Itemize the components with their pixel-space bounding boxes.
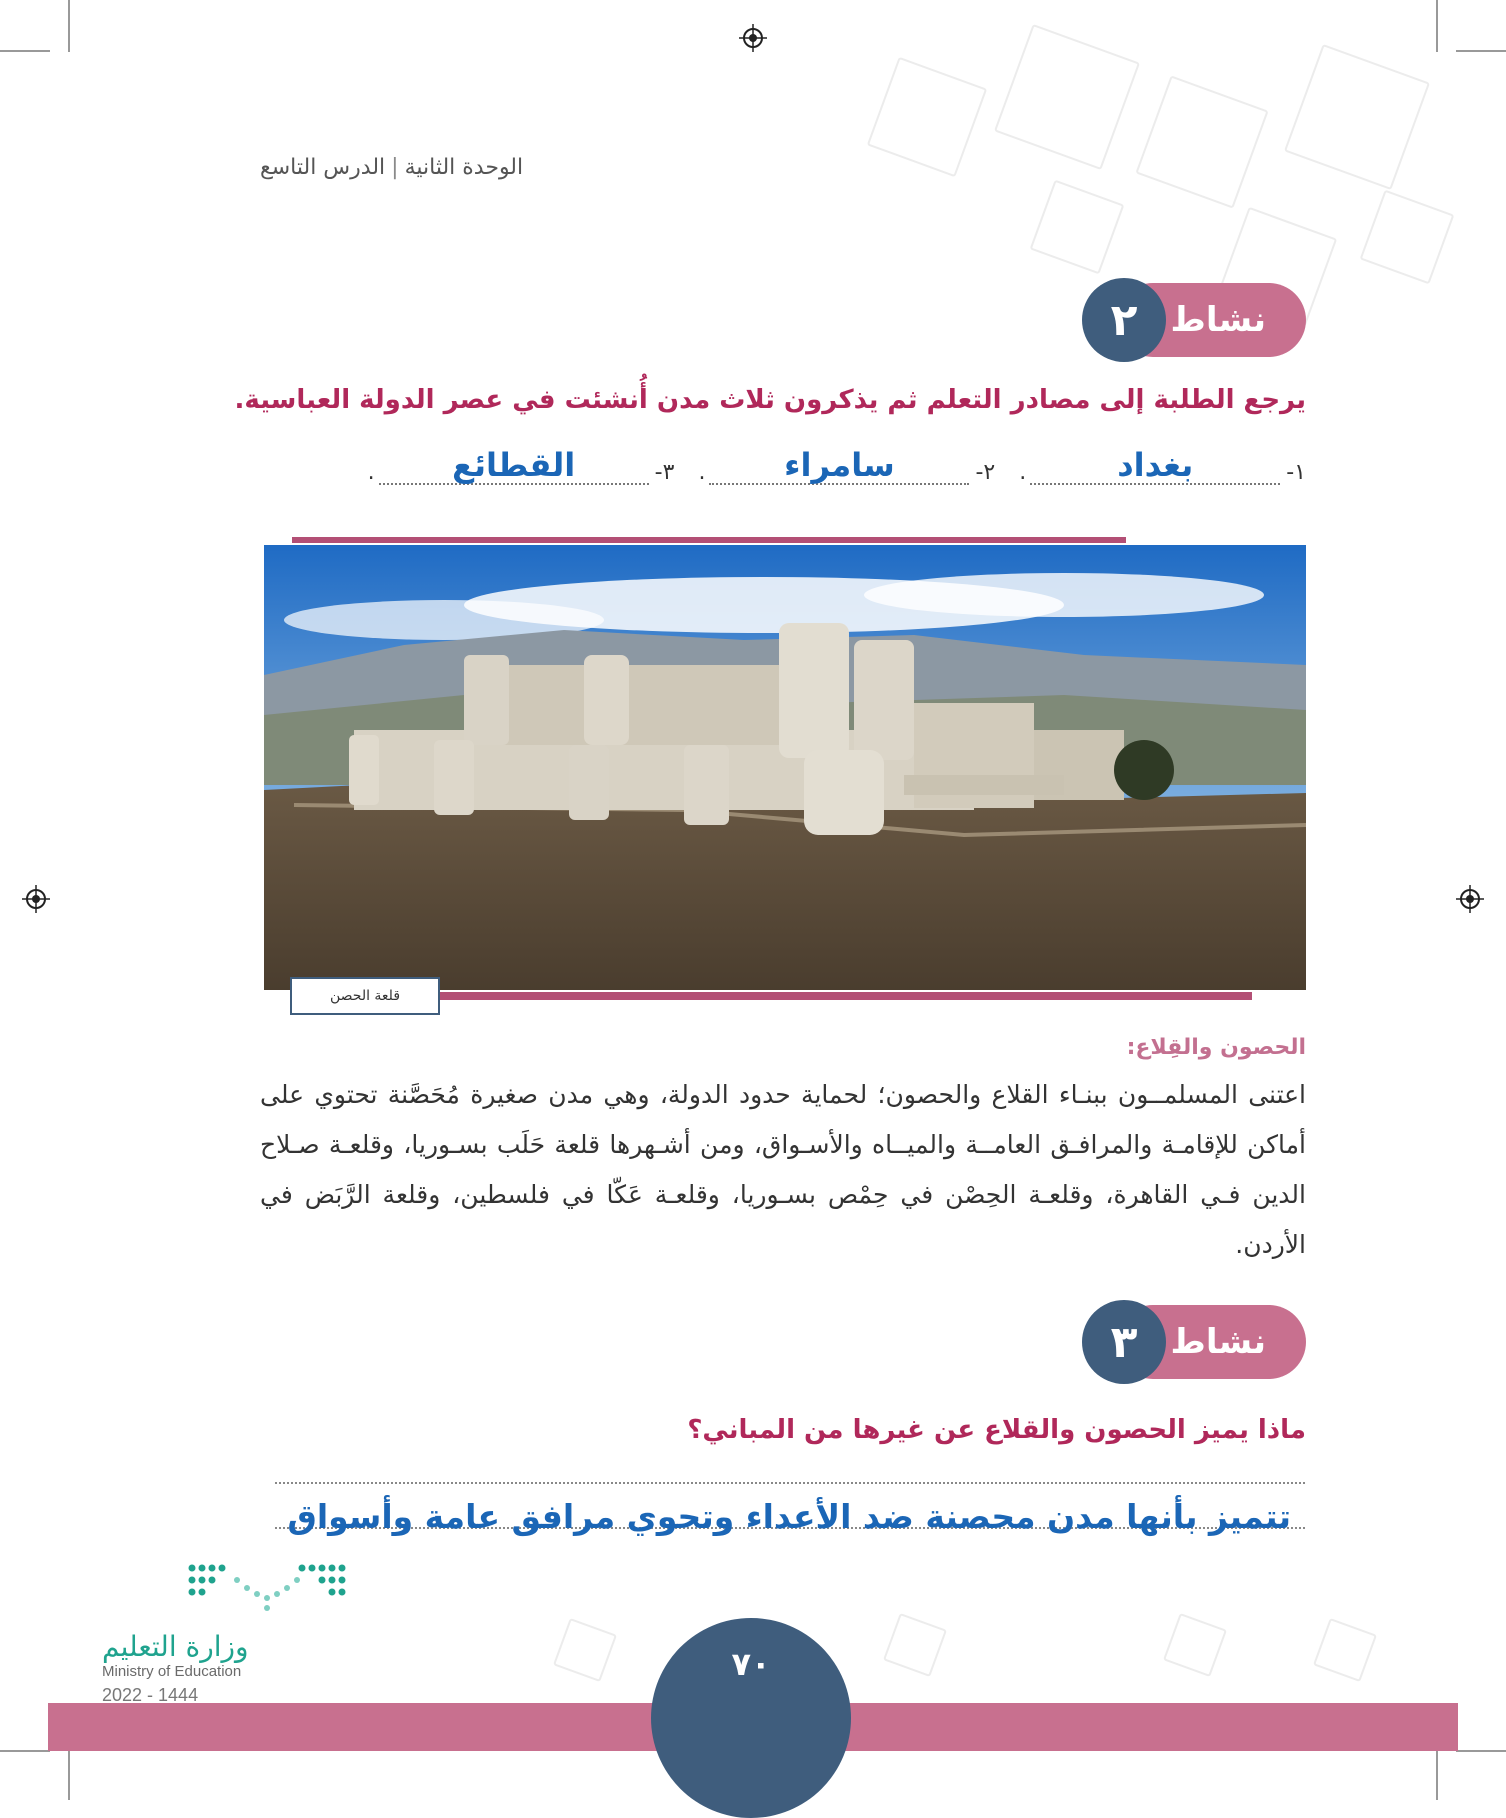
answer-item-1	[995, 446, 1306, 485]
photo-bottom-bar	[440, 992, 1252, 1000]
activity-3-label: نشاط	[1170, 1322, 1266, 1362]
answer-dotted-line	[275, 1482, 1305, 1484]
decorative-square	[1163, 1613, 1227, 1677]
activity-3-answer: تتميز بأنها مدن محصنة ضد الأعداء وتحوي مرافق عامة وأسواق	[287, 1497, 1291, 1536]
crop-mark	[68, 0, 70, 52]
registration-mark-icon	[739, 24, 767, 52]
answer-value: سامراء	[784, 446, 895, 484]
answer-period: .	[1019, 460, 1027, 485]
decorative-square	[1360, 190, 1455, 285]
breadcrumb-separator: |	[391, 155, 399, 180]
lesson-label: الدرس التاسع	[260, 155, 386, 180]
answer-number: ١-	[1286, 460, 1306, 485]
unit-label: الوحدة الثانية	[404, 155, 524, 180]
answer-value: بغداد	[1117, 446, 1194, 484]
photo-caption: قلعة الحصن	[290, 977, 440, 1015]
ministry-name-english: Ministry of Education	[102, 1663, 242, 1680]
section-title: الحصون والقِلاع:	[1126, 1035, 1306, 1060]
registration-mark-icon	[1456, 885, 1484, 913]
edition-year: 2022 - 1444	[102, 1685, 199, 1705]
activity-2-label: نشاط	[1170, 300, 1266, 340]
activity-2-answers	[196, 445, 1306, 485]
answer-item-3	[344, 446, 675, 485]
crop-mark	[1436, 0, 1438, 52]
crop-mark	[1456, 1750, 1506, 1752]
activity-3-question: ماذا يميز الحصون والقلاع عن غيرها من المباني؟	[687, 1415, 1306, 1445]
crop-mark	[68, 1750, 70, 1800]
decorative-square	[1135, 75, 1268, 208]
activity-2-number: ٢	[1082, 278, 1166, 362]
ministry-logo-icon	[182, 1560, 352, 1615]
activity-2-question: يرجع الطلبة إلى مصادر التعلم ثم يذكرون ثلاث مدن أُنشئت في عصر الدولة العباسية.	[234, 385, 1306, 415]
page-number: ٧٠	[731, 1645, 771, 1683]
decorative-square	[867, 57, 987, 177]
ministry-name-arabic: وزارة التعليم	[102, 1630, 249, 1663]
decorative-square	[1284, 44, 1430, 190]
answer-period: .	[698, 460, 706, 485]
activity-3-number: ٣	[1082, 1300, 1166, 1384]
decorative-square	[883, 1613, 947, 1677]
decorative-square	[994, 24, 1140, 170]
section-paragraph: اعتنى المسلمــون ببنـاء القلاع والحصون؛ لحماية حدود الدولة، وهي مدن صغيرة مُحَصَّنة تحتوي على أماكن للإقامـة والمرافـق العامــة والميــاه والأسـواق، ومن أشـهرها قلعة حَلَب بسـوريا، وقلعـة صـلاح الدين فـي القاهرة، وقلعـة الحِصْن في حِمْص بسـوريا، وقلعـة عَكّا في فلسطين، وقلعة الرَّبَض في الأردن.	[260, 1080, 1306, 1259]
answer-field	[379, 446, 649, 485]
registration-mark-icon	[22, 885, 50, 913]
answer-value: القطائع	[452, 446, 576, 484]
decorative-square	[1030, 180, 1125, 275]
crop-mark	[0, 50, 50, 52]
answer-number: ٢-	[975, 460, 996, 485]
castle-illustration	[264, 545, 1306, 990]
decorative-square	[1313, 1618, 1377, 1682]
photo-top-bar	[292, 537, 1126, 543]
crop-mark	[1456, 50, 1506, 52]
answer-field	[709, 446, 969, 485]
crop-mark	[0, 1750, 50, 1752]
breadcrumb	[260, 155, 523, 180]
answer-number: ٣-	[654, 460, 675, 485]
crop-mark	[1436, 1750, 1438, 1800]
answer-item-2	[674, 446, 996, 485]
answer-field	[1030, 446, 1280, 485]
decorative-square	[553, 1618, 617, 1682]
answer-period: .	[367, 460, 375, 485]
castle-photo	[264, 545, 1306, 990]
